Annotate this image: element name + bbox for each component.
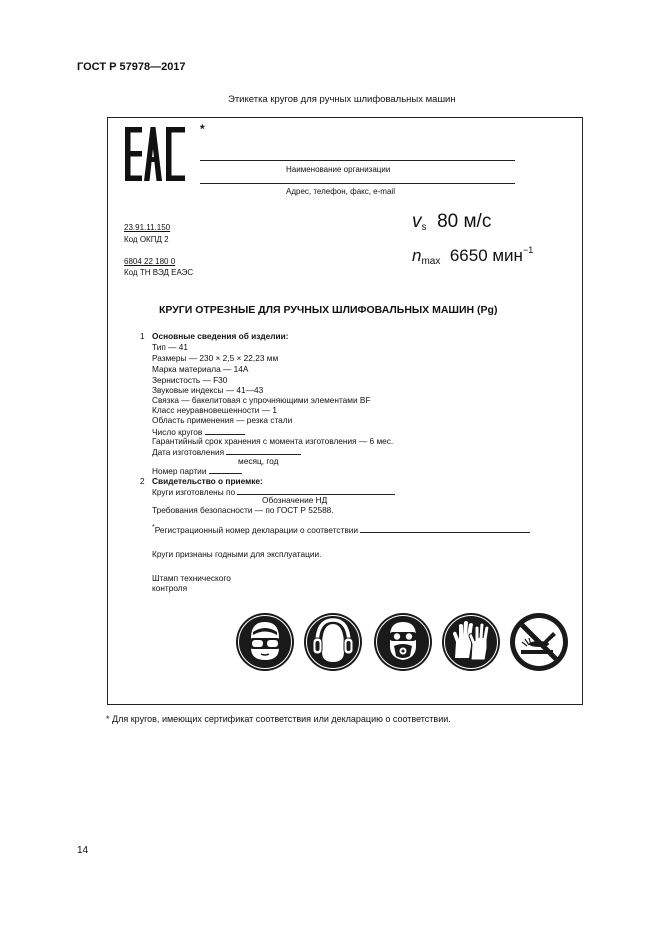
max-rotation-speed — [412, 245, 533, 267]
section2-number: 2 — [140, 476, 145, 486]
manufacture-date-blank — [226, 446, 301, 455]
eac-logo-icon — [125, 127, 185, 181]
standard-number: ГОСТ Р 57978—2017 — [77, 61, 186, 73]
accepted-statement: Круги признаны годными для эксплуатации. — [152, 549, 322, 559]
rotation-subscript: max — [421, 256, 441, 267]
page-caption: Этикетка кругов для ручных шлифовальных машин — [228, 94, 456, 105]
warranty-period: Гарантийный срок хранения с момента изготовления — 6 мес. — [152, 436, 394, 446]
velocity-subscript: s — [421, 222, 427, 233]
page-number: 14 — [77, 845, 89, 856]
wheel-count-blank — [205, 426, 245, 435]
declaration-star: * — [152, 524, 155, 532]
section1-heading: Основные сведения об изделии: — [152, 331, 289, 341]
safety-requirements: Требования безопасности — по ГОСТ Р 52588. — [152, 505, 334, 515]
wheel-size: Размеры — 230 × 2,5 × 22,23 мм — [152, 353, 279, 363]
unbalance-class: Класс неуравновешенности — 1 — [152, 405, 277, 415]
grit-size: Зернистость — F30 — [152, 375, 228, 385]
gloves-icon — [441, 612, 501, 672]
wheel-type: Тип — 41 — [152, 342, 188, 352]
month-year-hint: месяц, год — [238, 456, 279, 466]
bond-type: Связка — бакелитовая с упрочняющими элементами BF — [152, 395, 371, 405]
declaration-label: Регистрационный номер декларации о соответствии — [154, 525, 359, 535]
batch-number-blank — [209, 465, 242, 474]
tnved-label: Код ТН ВЭД ЕАЭС — [124, 268, 194, 277]
org-name-label: Наименование организации — [286, 165, 391, 174]
declaration-blank — [360, 524, 530, 533]
max-speed-velocity — [412, 211, 491, 233]
address-line — [200, 183, 515, 184]
batch-number-label: Номер партии — [152, 466, 207, 476]
stamp-label-line1: Штамп технического — [152, 573, 231, 583]
velocity-symbol: v — [412, 211, 422, 232]
declaration-row — [152, 524, 530, 535]
nd-blank — [237, 486, 395, 495]
batch-number-row — [152, 465, 242, 476]
ear-protection-icon — [303, 612, 363, 672]
respirator-icon — [373, 612, 433, 672]
section1-number: 1 — [140, 331, 145, 341]
label-title: КРУГИ ОТРЕЗНЫЕ ДЛЯ РУЧНЫХ ШЛИФОВАЛЬНЫХ МАШИН (Pg) — [159, 304, 498, 316]
made-by-label: Круги изготовлены по — [152, 487, 236, 497]
rotation-symbol: n — [412, 246, 422, 265]
manufacture-date-row — [152, 446, 301, 457]
application-area: Область применения — резка стали — [152, 415, 293, 425]
material-grade: Марка материала — 14А — [152, 364, 249, 374]
no-side-grinding-icon — [509, 612, 569, 672]
footnote: * Для кругов, имеющих сертификат соответствия или декларацию о соответствии. — [106, 714, 451, 724]
rotation-exponent: −1 — [522, 245, 534, 255]
sound-indices: Звуковые индексы — 41—43 — [152, 385, 264, 395]
velocity-value: 80 м/с — [437, 211, 492, 232]
nd-label: Обозначение НД — [262, 495, 328, 505]
address-label: Адрес, телефон, факс, e-mail — [286, 187, 395, 196]
tnved-code: 6804 22 180 0 — [124, 257, 176, 266]
org-name-line — [200, 160, 515, 161]
okpd-label: Код ОКПД 2 — [124, 235, 169, 244]
wheel-count-label: Число кругов — [152, 427, 203, 437]
section2-heading: Свидетельство о приемке: — [152, 476, 263, 486]
rotation-value: 6650 мин — [449, 246, 523, 265]
manufacture-date-label: Дата изготовления — [152, 447, 225, 457]
eac-footnote-star: * — [200, 122, 205, 136]
okpd-code: 23.91.11.150 — [124, 223, 171, 232]
stamp-label-line2: контроля — [152, 583, 188, 593]
safety-pictograms — [235, 612, 565, 684]
eye-protection-icon — [235, 612, 295, 672]
